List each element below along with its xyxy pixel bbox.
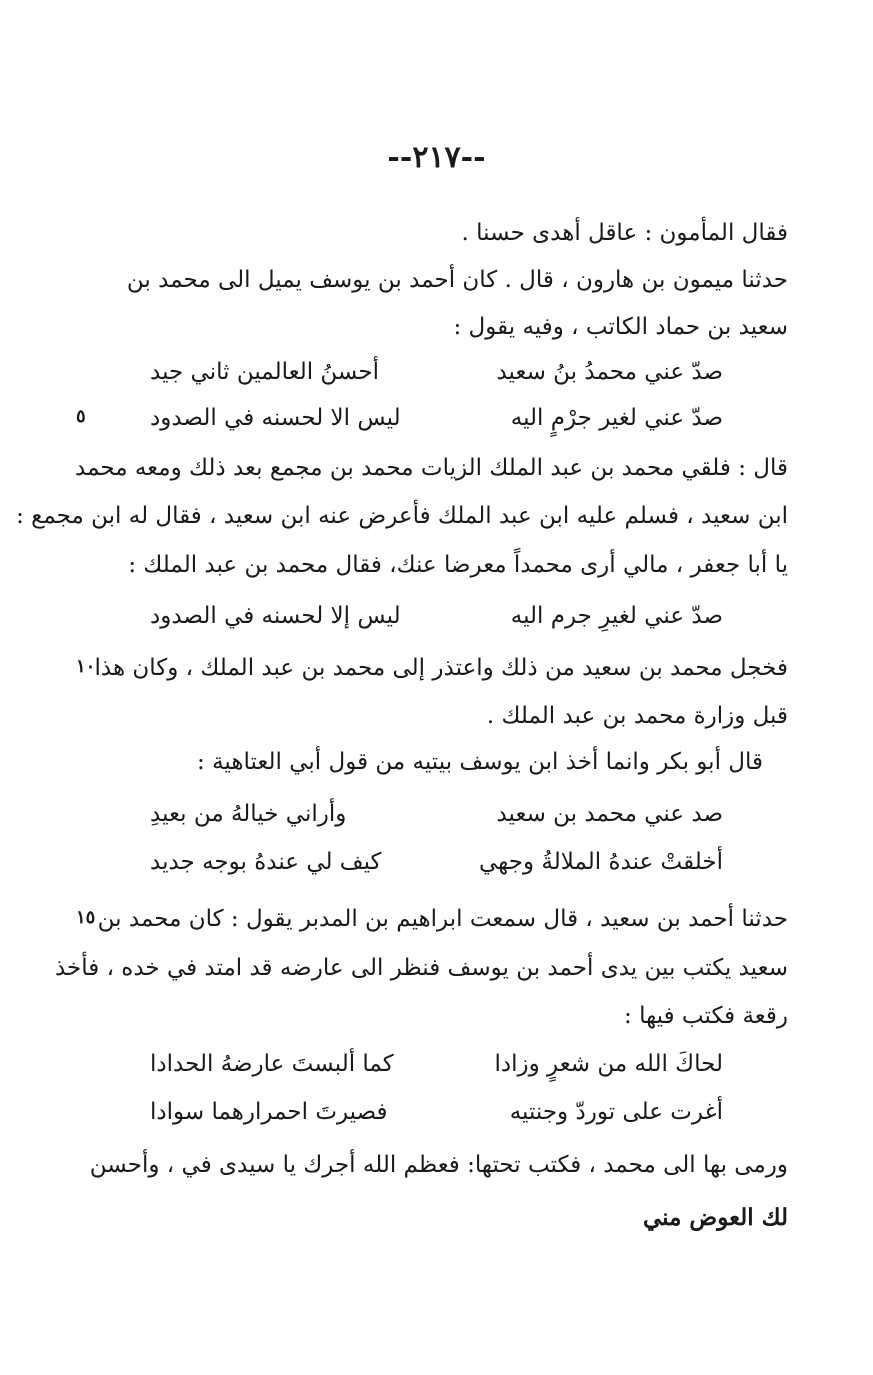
text-line: سعيد يكتب بين يدى أحمد بن يوسف فنظر الى عارضه قد امتد في خده ، فأخذ	[54, 955, 788, 981]
verse-second-hemistich: ليس الا لحسنه في الصدود	[150, 405, 401, 431]
verse-first-hemistich: أغرت على توردّ وجنتيه	[509, 1099, 723, 1125]
text-line: قبل وزارة محمد بن عبد الملك .	[486, 703, 788, 729]
verse-first-hemistich: صدّ عني لغير جرْمٍ اليه	[510, 405, 723, 431]
margin-line-number: ٥	[76, 406, 86, 427]
verse-line	[150, 398, 723, 438]
text-line: فخجل محمد بن سعيد من ذلك واعتذر إلى محمد بن عبد الملك ، وكان هذا	[94, 655, 788, 681]
verse-line	[150, 794, 723, 834]
verse-line	[150, 842, 723, 882]
text-line: حدثنا ميمون بن هارون ، قال . كان أحمد بن يوسف يميل الى محمد بن	[126, 267, 788, 293]
text-line: ابن سعيد ، فسلم عليه ابن عبد الملك فأعرض عنه ابن سعيد ، فقال له ابن مجمع :	[16, 503, 788, 529]
verse-second-hemistich: وأراني خيالهُ من بعيدِ	[150, 801, 347, 827]
verse-second-hemistich: كيف لي عندهُ بوجه جديد	[150, 849, 382, 875]
text-line: قال أبو بكر وانما أخذ ابن يوسف بيتيه من قول أبي العتاهية :	[197, 749, 763, 775]
text-line: قال : فلقي محمد بن عبد الملك الزيات محمد بن مجمع بعد ذلك ومعه محمد	[75, 455, 788, 481]
verse-line	[150, 596, 723, 636]
verse-line	[150, 1092, 723, 1132]
text-line: لك العوض مني	[642, 1204, 788, 1231]
page-number: --٢١٧--	[387, 140, 486, 175]
text-line: فقال المأمون : عاقل أهدى حسنا .	[461, 220, 788, 246]
verse-second-hemistich: ليس إلا لحسنه في الصدود	[150, 603, 401, 629]
text-line: رقعة فكتب فيها :	[624, 1003, 788, 1029]
text-line: حدثنا أحمد بن سعيد ، قال سمعت ابراهيم بن المدبر يقول : كان محمد بن	[97, 906, 788, 932]
text-line: سعيد بن حماد الكاتب ، وفيه يقول :	[453, 314, 788, 340]
margin-line-number: ١٠	[76, 656, 96, 677]
verse-second-hemistich: كما ألبستَ عارضهُ الحدادا	[150, 1051, 394, 1077]
verse-second-hemistich: فصيرتَ احمرارهما سوادا	[150, 1099, 388, 1125]
text-line: يا أبا جعفر ، مالي أرى محمداً معرضا عنك، فقال محمد بن عبد الملك :	[128, 552, 788, 578]
margin-line-number: ١٥	[76, 907, 96, 928]
verse-first-hemistich: أخلقتْ عندهُ الملالةُ وجهي	[478, 849, 723, 875]
verse-line	[150, 352, 723, 392]
verse-line	[150, 1044, 723, 1084]
verse-first-hemistich: صدّ عني لغيرِ جرم اليه	[510, 603, 723, 629]
verse-second-hemistich: أحسنُ العالمين ثاني جيد	[150, 359, 380, 385]
verse-first-hemistich: صدّ عني محمدُ بنُ سعيد	[496, 359, 723, 385]
verse-first-hemistich: صد عني محمد بن سعيد	[496, 801, 723, 827]
verse-first-hemistich: لحاكَ الله من شعرٍ وزادا	[494, 1051, 723, 1077]
text-line: ورمى بها الى محمد ، فكتب تحتها: فعظم الله أجرك يا سيدى في ، وأحسن	[89, 1152, 788, 1178]
